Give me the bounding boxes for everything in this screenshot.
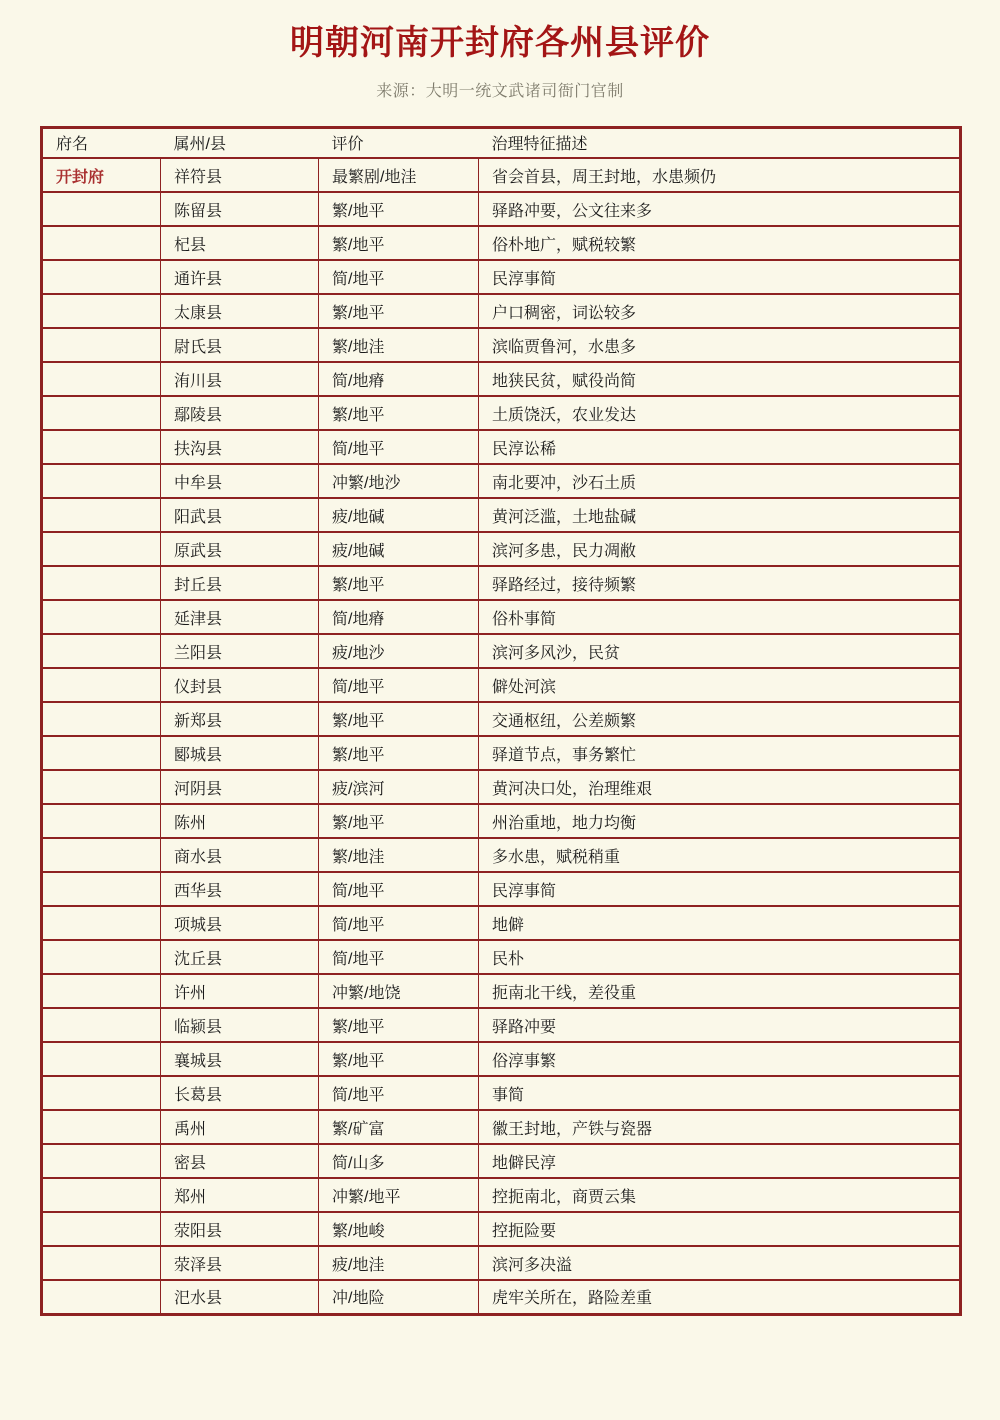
cell-rating: 繁/地平 [319,192,479,226]
table-row [42,158,961,192]
cell-county: 阳武县 [161,498,319,532]
cell-description: 俗朴事简 [479,600,961,634]
cell-prefecture [42,498,161,532]
table-row [42,1076,961,1110]
table-row [42,1246,961,1280]
cell-county: 延津县 [161,600,319,634]
cell-rating: 繁/地平 [319,736,479,770]
cell-prefecture [42,1144,161,1178]
cell-county: 原武县 [161,532,319,566]
table-row [42,226,961,260]
table-row [42,1280,961,1314]
cell-description: 土质饶沃，农业发达 [479,396,961,430]
cell-prefecture [42,872,161,906]
cell-prefecture [42,1042,161,1076]
cell-description: 滨河多决溢 [479,1246,961,1280]
cell-description: 俗淳事繁 [479,1042,961,1076]
cell-county: 临颍县 [161,1008,319,1042]
table-row [42,260,961,294]
table-row [42,1178,961,1212]
cell-county: 汜水县 [161,1280,319,1314]
evaluation-table [40,126,962,1316]
cell-description: 滨河多患，民力凋敝 [479,532,961,566]
cell-rating: 繁/地平 [319,1008,479,1042]
cell-rating: 冲繁/地平 [319,1178,479,1212]
cell-county: 西华县 [161,872,319,906]
header-cell-description: 治理特征描述 [479,127,961,158]
cell-prefecture [42,1212,161,1246]
cell-description: 民淳事简 [479,260,961,294]
cell-county: 兰阳县 [161,634,319,668]
cell-rating: 冲/地险 [319,1280,479,1314]
page-title: 明朝河南开封府各州县评价 [290,24,710,62]
cell-rating: 疲/滨河 [319,770,479,804]
cell-description: 徽王封地，产铁与瓷器 [479,1110,961,1144]
table-row [42,192,961,226]
table-row [42,736,961,770]
table-row [42,396,961,430]
cell-description: 事简 [479,1076,961,1110]
cell-rating: 冲繁/地饶 [319,974,479,1008]
cell-prefecture [42,328,161,362]
cell-prefecture [42,702,161,736]
cell-prefecture [42,974,161,1008]
table-header [42,127,961,158]
cell-rating: 繁/地平 [319,804,479,838]
cell-rating: 疲/地碱 [319,532,479,566]
table-row [42,634,961,668]
cell-county: 密县 [161,1144,319,1178]
table-row [42,464,961,498]
table-row [42,668,961,702]
table-row [42,532,961,566]
cell-description: 驿道节点，事务繁忙 [479,736,961,770]
table-row [42,804,961,838]
cell-description: 驿路经过，接待频繁 [479,566,961,600]
cell-description: 民淳事简 [479,872,961,906]
cell-county: 杞县 [161,226,319,260]
table-row [42,1110,961,1144]
cell-county: 鄢陵县 [161,396,319,430]
cell-county: 仪封县 [161,668,319,702]
cell-county: 封丘县 [161,566,319,600]
cell-rating: 简/地平 [319,430,479,464]
cell-county: 太康县 [161,294,319,328]
cell-prefecture [42,1110,161,1144]
cell-description: 民朴 [479,940,961,974]
cell-rating: 疲/地洼 [319,1246,479,1280]
page-subtitle: 来源：大明一统文武诸司衙门官制 [376,82,624,100]
cell-description: 黄河泛滥，土地盐碱 [479,498,961,532]
cell-description: 户口稠密，词讼较多 [479,294,961,328]
cell-county: 郾城县 [161,736,319,770]
cell-prefecture [42,838,161,872]
cell-county: 许州 [161,974,319,1008]
cell-county: 新郑县 [161,702,319,736]
cell-description: 多水患，赋税稍重 [479,838,961,872]
cell-prefecture [42,260,161,294]
cell-county: 荥阳县 [161,1212,319,1246]
cell-county: 河阴县 [161,770,319,804]
cell-rating: 疲/地碱 [319,498,479,532]
cell-description: 驿路冲要，公文往来多 [479,192,961,226]
table-row [42,362,961,396]
cell-county: 扶沟县 [161,430,319,464]
cell-prefecture [42,668,161,702]
cell-rating: 繁/地洼 [319,838,479,872]
cell-description: 南北要冲，沙石土质 [479,464,961,498]
table-row [42,1144,961,1178]
table-row [42,1042,961,1076]
cell-description: 俗朴地广，赋税较繁 [479,226,961,260]
table-row [42,940,961,974]
table-row [42,430,961,464]
cell-prefecture [42,1280,161,1314]
table-row [42,770,961,804]
cell-rating: 繁/地平 [319,226,479,260]
cell-prefecture [42,294,161,328]
table-row [42,974,961,1008]
cell-rating: 简/地瘠 [319,600,479,634]
cell-county: 陈留县 [161,192,319,226]
cell-county: 襄城县 [161,1042,319,1076]
cell-description: 滨河多风沙，民贫 [479,634,961,668]
cell-county: 尉氏县 [161,328,319,362]
cell-prefecture [42,770,161,804]
table-row [42,328,961,362]
cell-description: 僻处河滨 [479,668,961,702]
cell-prefecture [42,464,161,498]
cell-prefecture [42,804,161,838]
cell-county: 长葛县 [161,1076,319,1110]
cell-description: 民淳讼稀 [479,430,961,464]
cell-description: 地僻民淳 [479,1144,961,1178]
cell-prefecture [42,362,161,396]
header-cell-county: 属州/县 [161,127,319,158]
cell-county: 荥泽县 [161,1246,319,1280]
cell-description: 滨临贾鲁河，水患多 [479,328,961,362]
cell-prefecture [42,1178,161,1212]
cell-county: 洧川县 [161,362,319,396]
cell-description: 控扼险要 [479,1212,961,1246]
cell-description: 地狭民贫，赋役尚简 [479,362,961,396]
cell-description: 省会首县，周王封地，水患频仍 [479,158,961,192]
table-row [42,566,961,600]
cell-rating: 简/地平 [319,872,479,906]
cell-description: 控扼南北，商贾云集 [479,1178,961,1212]
table-row [42,1008,961,1042]
cell-prefecture [42,1246,161,1280]
cell-county: 商水县 [161,838,319,872]
table-row [42,294,961,328]
cell-prefecture [42,566,161,600]
cell-description: 州治重地，地力均衡 [479,804,961,838]
cell-rating: 繁/地平 [319,294,479,328]
cell-rating: 简/地平 [319,906,479,940]
cell-rating: 疲/地沙 [319,634,479,668]
cell-rating: 繁/地峻 [319,1212,479,1246]
cell-county: 祥符县 [161,158,319,192]
cell-prefecture [42,430,161,464]
cell-prefecture [42,192,161,226]
cell-prefecture [42,396,161,430]
cell-description: 地僻 [479,906,961,940]
cell-rating: 繁/地平 [319,396,479,430]
cell-county: 禹州 [161,1110,319,1144]
table-row [42,600,961,634]
cell-prefecture: 开封府 [56,168,105,186]
cell-rating: 繁/地洼 [319,328,479,362]
header-cell-rating: 评价 [319,127,479,158]
cell-prefecture [42,906,161,940]
cell-rating: 繁/地平 [319,566,479,600]
table-row [42,702,961,736]
cell-rating: 简/地平 [319,668,479,702]
cell-description: 虎牢关所在，路险差重 [479,1280,961,1314]
table-row [42,906,961,940]
cell-description: 驿路冲要 [479,1008,961,1042]
header-cell-prefecture: 府名 [42,127,161,158]
cell-county: 项城县 [161,906,319,940]
table-body [42,158,961,1314]
table-header-row [42,127,961,158]
cell-rating: 简/地平 [319,1076,479,1110]
cell-prefecture [42,1008,161,1042]
cell-rating: 繁/地平 [319,702,479,736]
cell-county: 沈丘县 [161,940,319,974]
cell-rating: 简/地平 [319,260,479,294]
cell-description: 扼南北干线，差役重 [479,974,961,1008]
cell-prefecture [42,226,161,260]
table-row [42,872,961,906]
cell-description: 黄河决口处，治理维艰 [479,770,961,804]
cell-rating: 繁/地平 [319,1042,479,1076]
cell-prefecture [42,600,161,634]
cell-rating: 简/地平 [319,940,479,974]
cell-description: 交通枢纽，公差颇繁 [479,702,961,736]
cell-rating: 繁/矿富 [319,1110,479,1144]
table-row [42,838,961,872]
cell-county: 郑州 [161,1178,319,1212]
cell-county: 中牟县 [161,464,319,498]
cell-prefecture [42,532,161,566]
cell-county: 通许县 [161,260,319,294]
cell-rating: 冲繁/地沙 [319,464,479,498]
table-row [42,1212,961,1246]
cell-rating: 简/山多 [319,1144,479,1178]
cell-prefecture [42,634,161,668]
cell-prefecture [42,1076,161,1110]
cell-county: 陈州 [161,804,319,838]
cell-prefecture [42,736,161,770]
table-row [42,498,961,532]
cell-rating: 最繁剧/地洼 [319,158,479,192]
cell-rating: 简/地瘠 [319,362,479,396]
cell-prefecture [42,940,161,974]
